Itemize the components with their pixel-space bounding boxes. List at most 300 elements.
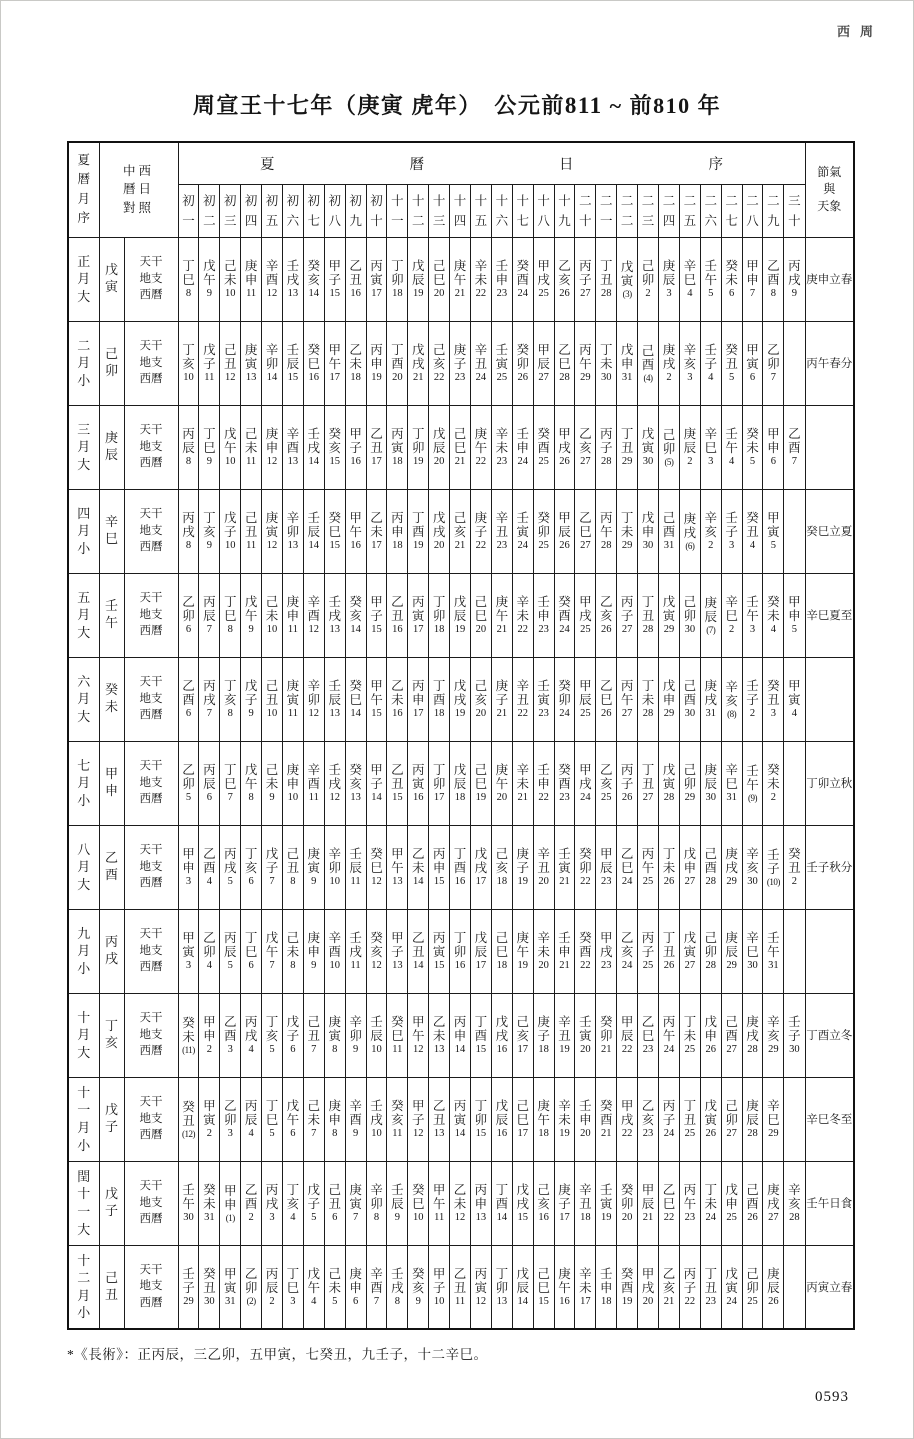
month-ganzhi-cell: 戊 子 [99, 1161, 124, 1245]
day-western-date: 23 [538, 707, 549, 719]
day-ganzhi: 甲 寅 [182, 930, 195, 959]
day-cell [784, 1245, 805, 1329]
day-ganzhi: 庚 寅 [244, 342, 258, 371]
solar-term-cell: 辛巳冬至 [805, 1077, 854, 1161]
day-cell [638, 1077, 659, 1161]
day-ganzhi: 癸 巳 [328, 510, 341, 539]
day-number-header: 初 五 [262, 184, 283, 237]
day-ganzhi: 庚 辰 [662, 258, 676, 287]
day-cell [324, 657, 345, 741]
day-cell [554, 657, 575, 741]
day-cell [742, 573, 763, 657]
day-ganzhi: 壬 申 [558, 930, 571, 959]
day-cell [178, 489, 199, 573]
day-western-date: 13 [287, 287, 299, 299]
day-western-date: 17 [580, 1295, 591, 1307]
day-cell [721, 825, 742, 909]
title-suffix: 年 [690, 93, 722, 118]
day-western-date: 2 [770, 791, 777, 803]
day-ganzhi: 己 亥 [516, 1014, 529, 1043]
day-cell [220, 237, 241, 321]
day-ganzhi: 甲 戌 [579, 594, 592, 623]
day-ganzhi: 己 亥 [453, 510, 467, 539]
day-ganzhi: 丙 子 [683, 1266, 697, 1295]
day-western-date: (6) [685, 540, 695, 551]
day-western-date: 18 [392, 455, 403, 467]
day-western-date: 19 [454, 623, 466, 635]
day-western-date: 25 [580, 707, 591, 719]
day-ganzhi: 庚 子 [558, 1182, 571, 1211]
day-western-date: 9 [352, 1043, 359, 1055]
day-ganzhi: 丁 巳 [286, 1266, 300, 1295]
day-cell [554, 237, 575, 321]
day-ganzhi: 丁 丑 [704, 1266, 717, 1295]
day-ganzhi: 辛 未 [516, 594, 529, 623]
day-cell [554, 573, 575, 657]
day-cell [387, 741, 408, 825]
day-cell [345, 573, 366, 657]
day-cell [512, 825, 533, 909]
day-ganzhi: 己 亥 [537, 1182, 550, 1211]
day-ganzhi: 壬 辰 [370, 1014, 383, 1043]
day-western-date: (3) [622, 288, 632, 299]
day-western-date: 31 [726, 791, 737, 803]
stem-branch-western-label-cell: 天干 地支 西曆 [124, 405, 178, 489]
day-ganzhi: 辛 酉 [328, 930, 341, 959]
day-ganzhi: 乙 未 [391, 678, 404, 707]
day-western-date: 22 [621, 1127, 633, 1139]
day-ganzhi: 甲 子 [328, 258, 341, 287]
day-western-date: 30 [684, 623, 696, 635]
day-ganzhi: 庚 午 [537, 1098, 550, 1127]
day-ganzhi: 丙 午 [600, 510, 613, 539]
day-cell [533, 489, 554, 573]
day-cell [408, 1161, 429, 1245]
day-ganzhi: 癸 卯 [620, 1182, 634, 1211]
day-ganzhi: 戊 申 [641, 510, 655, 539]
day-ganzhi: 辛 酉 [286, 426, 300, 455]
day-ganzhi: 己 巳 [474, 594, 488, 623]
month-ganzhi-cell: 癸 未 [99, 657, 124, 741]
day-western-date: 27 [684, 875, 696, 887]
day-western-date: 25 [684, 1127, 696, 1139]
day-western-date: 28 [601, 539, 612, 551]
day-ganzhi: 乙 卯 [244, 1267, 258, 1296]
day-western-date: 23 [496, 455, 508, 467]
day-western-date: 7 [373, 1295, 380, 1307]
day-cell [679, 1161, 700, 1245]
day-western-date: 14 [454, 1127, 466, 1139]
day-cell [470, 1077, 491, 1161]
day-cell [638, 657, 659, 741]
month-row [68, 573, 854, 657]
day-ganzhi: 辛 巳 [704, 426, 717, 455]
day-western-date: 19 [413, 455, 424, 467]
day-western-date: 7 [206, 623, 212, 635]
day-western-date: 25 [684, 1043, 696, 1055]
day-western-date: 29 [580, 371, 591, 383]
day-ganzhi: 丙 午 [641, 846, 655, 875]
day-cell [721, 321, 742, 405]
stem-branch-western-label-cell: 天干 地支 西曆 [124, 741, 178, 825]
day-western-date: 27 [768, 1211, 779, 1223]
stem-branch-western-label-cell: 天干 地支 西曆 [124, 1077, 178, 1161]
day-western-date: 15 [329, 287, 340, 299]
day-ganzhi: 己 亥 [432, 342, 446, 371]
day-cell [366, 321, 387, 405]
day-ganzhi: 辛 丑 [516, 678, 529, 707]
day-cell [262, 909, 283, 993]
day-cell [491, 657, 512, 741]
day-ganzhi: 庚 子 [537, 1014, 550, 1043]
day-cell [742, 993, 763, 1077]
day-ganzhi: 戊 申 [662, 678, 676, 707]
day-cell [721, 573, 742, 657]
day-number-header: 二 八 [742, 184, 763, 237]
day-ganzhi: 癸 卯 [579, 846, 592, 875]
day-cell [199, 237, 220, 321]
day-western-date: 12 [266, 539, 278, 551]
day-cell [241, 237, 262, 321]
day-western-date: 5 [269, 1127, 275, 1139]
day-ganzhi: 戊 午 [244, 594, 258, 623]
day-cell [575, 657, 596, 741]
day-western-date: 22 [663, 1211, 675, 1223]
day-ganzhi: 戊 午 [203, 258, 216, 287]
day-ganzhi: 戊 辰 [495, 1098, 509, 1127]
day-cell [575, 573, 596, 657]
day-ganzhi: 乙 巳 [558, 342, 571, 371]
day-western-date: 27 [580, 287, 591, 299]
day-ganzhi: 壬 戌 [307, 426, 321, 455]
day-cell [575, 993, 596, 1077]
day-ganzhi: 丙 辰 [244, 1098, 258, 1127]
day-cell [638, 1245, 659, 1329]
day-ganzhi: 丁 未 [641, 678, 655, 707]
day-western-date: 21 [517, 791, 528, 803]
day-cell [450, 321, 471, 405]
day-western-date: 28 [642, 707, 654, 719]
month-label-cell: 十 二 月 小 [68, 1245, 99, 1329]
day-cell [596, 405, 617, 489]
month-label-cell: 閏 十 一 大 [68, 1161, 99, 1245]
day-western-date: 13 [287, 539, 299, 551]
day-western-date: 14 [350, 623, 361, 635]
day-western-date: 17 [475, 875, 487, 887]
day-western-date: 12 [308, 623, 320, 635]
day-ganzhi: 甲 子 [391, 930, 404, 959]
day-ganzhi: 壬 申 [579, 1098, 592, 1127]
day-cell [429, 657, 450, 741]
day-ganzhi: 癸 丑 [725, 342, 738, 371]
day-western-date: 29 [684, 791, 696, 803]
day-western-date: 8 [373, 1211, 380, 1223]
day-western-date: 12 [224, 371, 236, 383]
day-number-header: 二 二 [617, 184, 638, 237]
day-western-date: 19 [517, 959, 528, 971]
day-ganzhi: 己 卯 [641, 258, 655, 287]
day-cell [679, 657, 700, 741]
day-western-date: 22 [580, 875, 591, 887]
day-ganzhi: 庚 午 [453, 258, 467, 287]
day-ganzhi: 戊 辰 [453, 762, 467, 791]
day-cell [742, 405, 763, 489]
day-western-date: 13 [475, 1211, 487, 1223]
day-ganzhi: 丁 巳 [244, 930, 258, 959]
day-western-date: 18 [350, 371, 361, 383]
day-cell [638, 321, 659, 405]
day-cell [241, 321, 262, 405]
day-cell [178, 909, 199, 993]
day-western-date: 4 [248, 1127, 254, 1139]
day-ganzhi: 甲 子 [349, 426, 362, 455]
day-western-date: 3 [666, 287, 672, 299]
day-ganzhi: 癸 巳 [370, 846, 383, 875]
day-western-date: 12 [475, 1295, 487, 1307]
day-ganzhi: 丙 申 [474, 1182, 488, 1211]
day-western-date: 29 [768, 1043, 779, 1055]
day-ganzhi: 辛 巳 [725, 762, 738, 791]
day-ganzhi: 乙 未 [453, 1182, 467, 1211]
day-western-date: 27 [580, 539, 591, 551]
day-cell [512, 1077, 533, 1161]
day-ganzhi: 戊 戌 [516, 1182, 529, 1211]
solar-term-cell [805, 405, 854, 489]
day-ganzhi: 丁 亥 [286, 1182, 300, 1211]
day-western-date: 4 [311, 1295, 317, 1307]
day-western-date: 26 [663, 959, 675, 971]
day-western-date: 12 [413, 1127, 424, 1139]
day-ganzhi: 壬 寅 [579, 1014, 592, 1043]
stem-branch-western-label-cell: 天干 地支 西曆 [124, 321, 178, 405]
day-cell [387, 573, 408, 657]
month-ganzhi-cell: 辛 巳 [99, 489, 124, 573]
day-western-date: 15 [433, 875, 445, 887]
day-ganzhi: 癸 卯 [600, 1014, 613, 1043]
day-ganzhi: 辛 巳 [767, 1098, 780, 1127]
day-western-date: 26 [705, 1127, 716, 1139]
day-ganzhi: 辛 未 [579, 1266, 592, 1295]
day-cell [763, 489, 784, 573]
day-cell [638, 489, 659, 573]
day-western-date: 21 [496, 623, 508, 635]
day-cell [512, 657, 533, 741]
day-cell [638, 741, 659, 825]
day-ganzhi: 丁 巳 [203, 426, 216, 455]
day-ganzhi: 丁 亥 [244, 846, 258, 875]
day-ganzhi: 乙 亥 [641, 1098, 655, 1127]
day-cell [491, 993, 512, 1077]
day-cell [199, 1245, 220, 1329]
day-western-date: 23 [496, 287, 508, 299]
day-ganzhi: 己 卯 [725, 1098, 738, 1127]
day-cell [575, 321, 596, 405]
day-cell [345, 237, 366, 321]
day-cell [220, 1161, 241, 1245]
day-cell [575, 237, 596, 321]
day-western-date: 31 [621, 371, 633, 383]
day-ganzhi: 辛 未 [474, 258, 488, 287]
day-western-date: 23 [601, 875, 612, 887]
day-ganzhi: 甲 子 [412, 1098, 425, 1127]
stem-branch-western-label-cell: 天干 地支 西曆 [124, 993, 178, 1077]
day-ganzhi: 壬 午 [725, 426, 738, 455]
day-cell [408, 573, 429, 657]
day-western-date: 30 [747, 959, 758, 971]
day-ganzhi: 甲 戌 [641, 1266, 655, 1295]
day-cell [282, 657, 303, 741]
day-ganzhi: 壬 寅 [495, 342, 509, 371]
day-ganzhi: 己 巳 [453, 426, 467, 455]
day-number-header: 初 八 [324, 184, 345, 237]
day-western-date: 28 [747, 1127, 758, 1139]
day-ganzhi: 辛 卯 [286, 510, 300, 539]
day-western-date: 26 [559, 287, 570, 299]
day-cell [324, 1161, 345, 1245]
day-western-date: 8 [248, 791, 254, 803]
day-cell [450, 993, 471, 1077]
day-cell [784, 825, 805, 909]
day-western-date: 3 [185, 959, 192, 971]
day-western-date: 10 [224, 287, 236, 299]
day-ganzhi: 丙 辰 [182, 426, 195, 455]
day-cell [659, 657, 680, 741]
day-ganzhi: 丁 亥 [182, 342, 195, 371]
day-western-date: 25 [538, 287, 549, 299]
day-western-date: 11 [350, 959, 361, 971]
day-cell [220, 993, 241, 1077]
day-western-date: 6 [770, 455, 777, 467]
day-western-date: 5 [749, 455, 756, 467]
day-cell [303, 909, 324, 993]
day-cell [199, 657, 220, 741]
day-cell [303, 321, 324, 405]
day-cell [575, 1161, 596, 1245]
day-cell [241, 825, 262, 909]
day-western-date: 21 [559, 875, 570, 887]
day-ganzhi: 庚 戌 [767, 1182, 780, 1211]
day-cell [617, 657, 638, 741]
day-ganzhi: 己 亥 [474, 678, 488, 707]
day-western-date: 10 [224, 539, 236, 551]
day-western-date: 5 [791, 623, 798, 635]
day-ganzhi: 乙 巳 [620, 846, 634, 875]
day-cell [700, 741, 721, 825]
day-ganzhi: 壬 辰 [307, 510, 321, 539]
day-ganzhi: 丙 子 [579, 258, 592, 287]
day-ganzhi: 己 未 [286, 930, 300, 959]
month-label-cell: 七 月 小 [68, 741, 99, 825]
day-ganzhi: 甲 寅 [223, 1266, 237, 1295]
day-cell [659, 1077, 680, 1161]
day-cell [533, 321, 554, 405]
day-ganzhi: 丙 子 [600, 426, 613, 455]
day-western-date: 3 [185, 875, 192, 887]
day-western-date: 19 [517, 875, 528, 887]
day-ganzhi: 戊 午 [307, 1266, 321, 1295]
day-cell [596, 1161, 617, 1245]
day-western-date: 9 [352, 1127, 359, 1139]
day-western-date: 11 [287, 623, 298, 635]
day-ganzhi: 辛 未 [537, 930, 550, 959]
day-western-date: 3 [227, 1127, 233, 1139]
dynasty-corner-label: 西周 [836, 24, 883, 39]
day-cell [617, 237, 638, 321]
day-ganzhi: 丙 申 [370, 342, 383, 371]
day-western-date: 6 [206, 791, 212, 803]
day-ganzhi: 丙 子 [662, 1098, 676, 1127]
day-cell [178, 825, 199, 909]
day-western-date: 29 [768, 1127, 779, 1139]
day-ganzhi: 乙 丑 [349, 258, 362, 287]
day-ganzhi: 甲 午 [412, 1014, 425, 1043]
day-ganzhi: 庚 辰 [704, 595, 717, 624]
table-header-row-2 [68, 184, 854, 237]
day-cell [282, 741, 303, 825]
day-cell [324, 405, 345, 489]
day-cell [575, 825, 596, 909]
day-cell [679, 1077, 700, 1161]
day-cell [617, 1161, 638, 1245]
day-ganzhi: 甲 午 [391, 846, 404, 875]
month-row [68, 489, 854, 573]
day-western-date: 2 [645, 287, 651, 299]
day-ganzhi: 戊 申 [725, 1182, 738, 1211]
month-label-cell: 四 月 小 [68, 489, 99, 573]
day-ganzhi: 乙 丑 [391, 762, 404, 791]
day-ganzhi: 癸 巳 [349, 678, 362, 707]
day-cell [262, 405, 283, 489]
day-ganzhi: 壬 辰 [328, 678, 341, 707]
day-western-date: 20 [642, 1295, 654, 1307]
stem-branch-western-label-cell: 天干 地支 西曆 [124, 237, 178, 321]
day-western-date: 30 [789, 1043, 800, 1055]
day-western-date: 4 [206, 875, 212, 887]
day-ganzhi: 辛 亥 [788, 1182, 801, 1211]
day-cell [659, 405, 680, 489]
day-number-header: 初 九 [345, 184, 366, 237]
day-cell [512, 1161, 533, 1245]
day-cell [617, 489, 638, 573]
day-cell [491, 573, 512, 657]
day-western-date: 30 [642, 539, 654, 551]
day-cell [512, 237, 533, 321]
day-ganzhi: 丁 卯 [453, 930, 467, 959]
day-ganzhi: 壬 午 [704, 258, 717, 287]
day-ganzhi: 丁 卯 [432, 594, 446, 623]
day-western-date: 23 [642, 1043, 654, 1055]
day-western-date: 3 [749, 623, 756, 635]
day-ganzhi: 丙 辰 [223, 930, 237, 959]
day-western-date: 18 [538, 1127, 549, 1139]
day-ganzhi: 癸 酉 [516, 258, 529, 287]
day-cell [220, 657, 241, 741]
day-cell [512, 321, 533, 405]
day-western-date: 20 [433, 455, 445, 467]
day-cell [366, 237, 387, 321]
day-western-date: 23 [705, 1295, 716, 1307]
day-ganzhi: 丙 寅 [453, 1098, 467, 1127]
day-ganzhi: 乙 卯 [182, 594, 195, 623]
day-western-date: 7 [206, 707, 212, 719]
day-cell [241, 573, 262, 657]
day-cell [220, 489, 241, 573]
day-western-date: (1) [225, 1212, 235, 1223]
day-ganzhi: 丁 亥 [223, 678, 237, 707]
day-western-date: 24 [663, 1127, 675, 1139]
day-cell [408, 405, 429, 489]
day-western-date: 24 [475, 371, 487, 383]
